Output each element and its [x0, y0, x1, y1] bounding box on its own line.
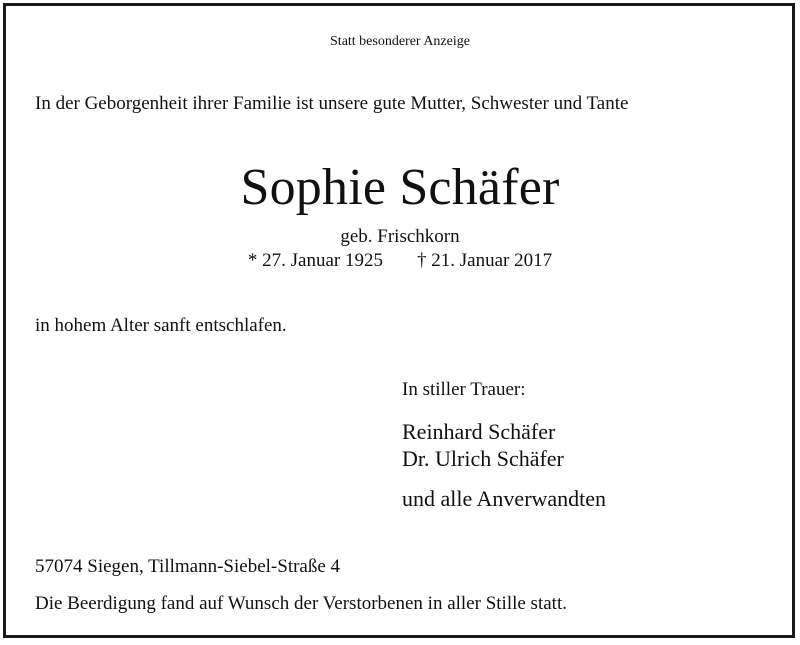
life-dates — [0, 251, 800, 270]
ending-text: in hohem Alter sanft entschlafen. — [35, 315, 287, 336]
mourner-name: Dr. Ulrich Schäfer — [402, 446, 564, 471]
deceased-name: Sophie Schäfer — [240, 159, 560, 216]
mourning-label: In stiller Trauer: — [402, 379, 526, 400]
relatives-text: und alle Anverwandten — [402, 486, 607, 511]
death-date: † 21. Januar 2017 — [417, 250, 553, 271]
birth-date: * 27. Januar 1925 — [247, 250, 383, 271]
burial-note: Die Beerdigung fand auf Wunsch der Verstorbenen in aller Stille statt. — [35, 593, 567, 614]
maiden-name: geb. Frischkorn — [340, 226, 460, 247]
notice-header: Statt besonderer Anzeige — [330, 34, 470, 49]
mourner-name: Reinhard Schäfer — [402, 419, 556, 444]
address-text: 57074 Siegen, Tillmann-Siebel-Straße 4 — [35, 556, 341, 577]
intro-text: In der Geborgenheit ihrer Familie ist unsere gute Mutter, Schwester und Tante — [35, 93, 629, 114]
